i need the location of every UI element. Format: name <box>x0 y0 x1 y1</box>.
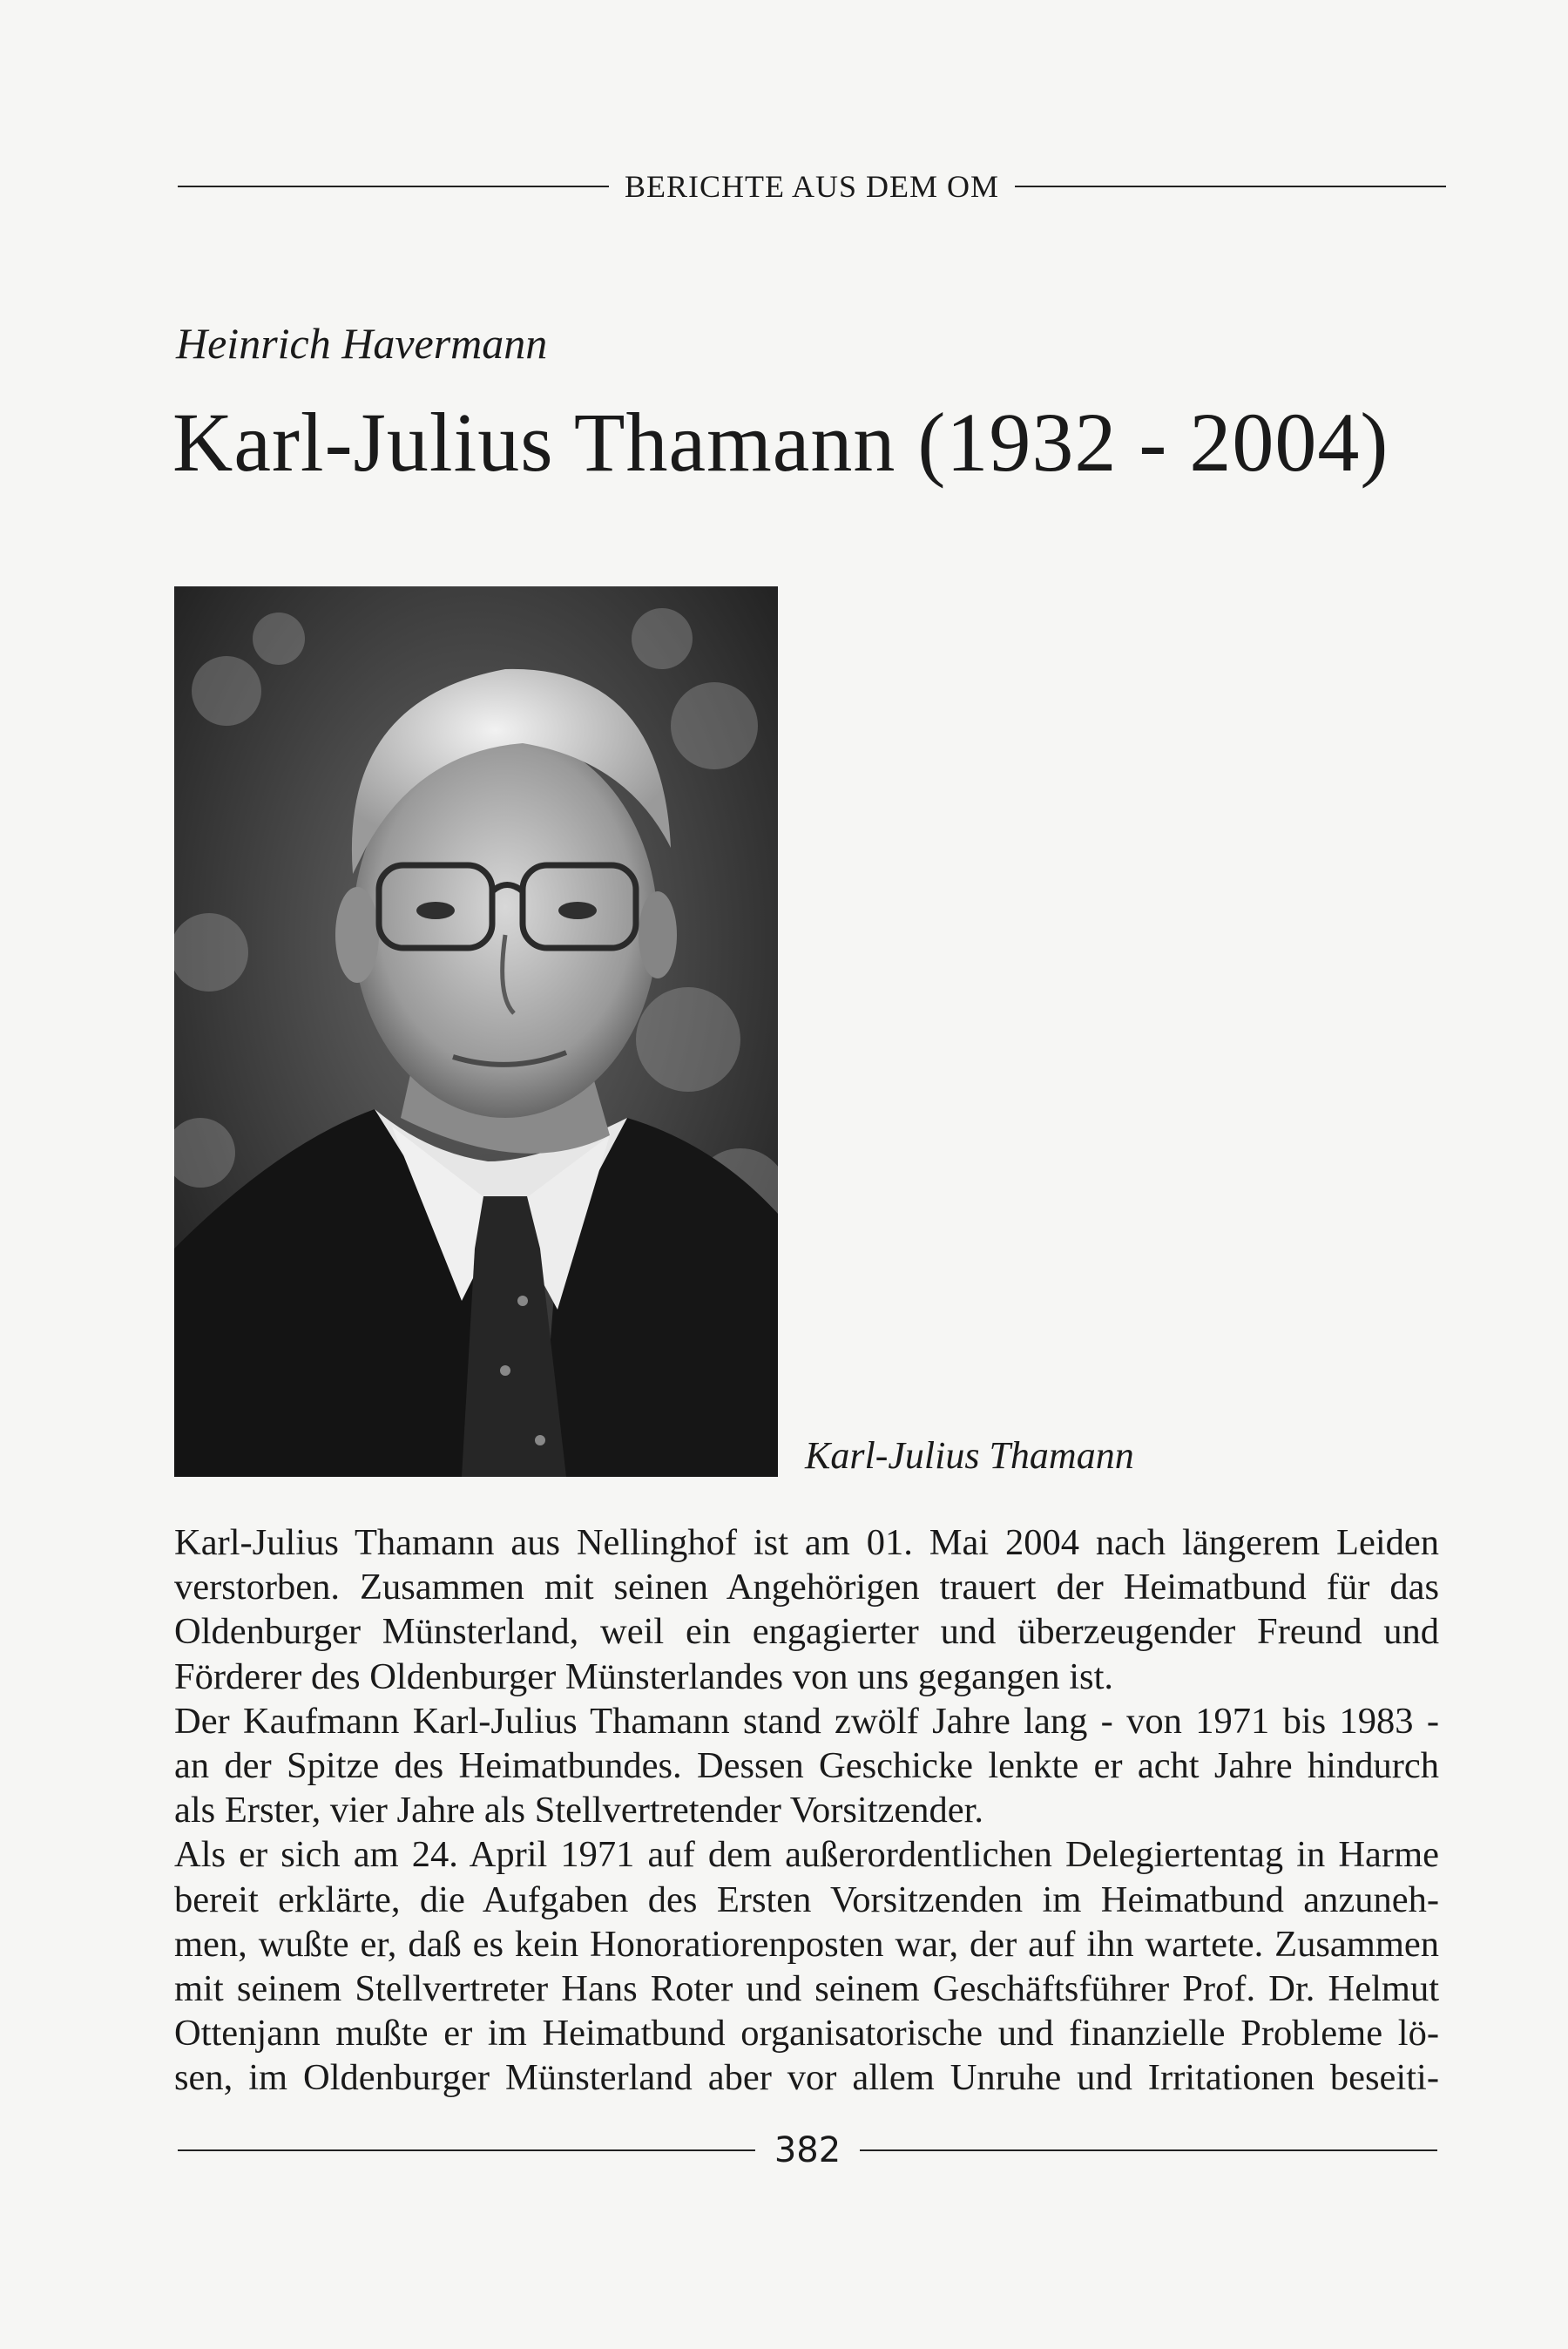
section-title: BERICHTE AUS DEM OM <box>624 169 1000 204</box>
article-body <box>174 1520 1439 2101</box>
text-line: Als er sich am 24. April 1971 auf dem außerordentlichen Delegiertentag in Harme <box>174 1834 1439 1876</box>
paragraph <box>174 1520 1439 1699</box>
text-line: Karl-Julius Thamann aus Nellinghof ist am 01. Mai 2004 nach längerem Leiden <box>174 1522 1439 1563</box>
photo-caption: Karl-Julius Thamann <box>805 1434 1134 1477</box>
text-line: als Erster, vier Jahre als Stellvertretender Vorsitzender. <box>174 1790 984 1831</box>
text-line: Ottenjann mußte er im Heimatbund organisatorische und finanzielle Probleme lö- <box>174 2013 1439 2055</box>
text-line: an der Spitze des Heimatbundes. Dessen Geschicke lenkte er acht Jahre hindurch <box>174 1745 1439 1787</box>
portrait-photo <box>174 586 778 1477</box>
text-line: verstorben. Zusammen mit seinen Angehörigen trauert der Heimatbund für das <box>174 1567 1439 1608</box>
header-rule-left <box>178 186 609 187</box>
text-line: bereit erklärte, die Aufgaben des Ersten Vorsitzenden im Heimatbund anzuneh- <box>174 1879 1439 1920</box>
header-rule-right <box>1015 186 1446 187</box>
text-line: sen, im Oldenburger Münsterland aber vor allem Unruhe und Irritationen beseiti- <box>174 2057 1439 2099</box>
page-number: 382 <box>774 2130 841 2170</box>
article-title: Karl-Julius Thamann (1932 - 2004) <box>172 396 1389 489</box>
paragraph <box>174 1832 1439 2100</box>
page-footer <box>178 2131 1437 2170</box>
footer-rule-right <box>860 2149 1437 2151</box>
footer-rule-left <box>178 2149 755 2151</box>
text-line: Förderer des Oldenburger Münsterlandes von uns gegangen ist. <box>174 1655 1114 1697</box>
text-line: mit seinem Stellvertreter Hans Roter und seinem Geschäftsführer Prof. Dr. Helmut <box>174 1968 1439 2010</box>
text-line: Oldenburger Münsterland, weil ein engagierter und überzeugender Freund und <box>174 1611 1439 1653</box>
text-line: men, wußte er, daß es kein Honoratiorenposten war, der auf ihn wartete. Zusammen <box>174 1923 1439 1965</box>
paragraph <box>174 1699 1439 1833</box>
article-author: Heinrich Havermann <box>176 319 548 368</box>
running-header <box>178 166 1446 207</box>
text-line: Der Kaufmann Karl-Julius Thamann stand zwölf Jahre lang - von 1971 bis 1983 - <box>174 1700 1439 1742</box>
